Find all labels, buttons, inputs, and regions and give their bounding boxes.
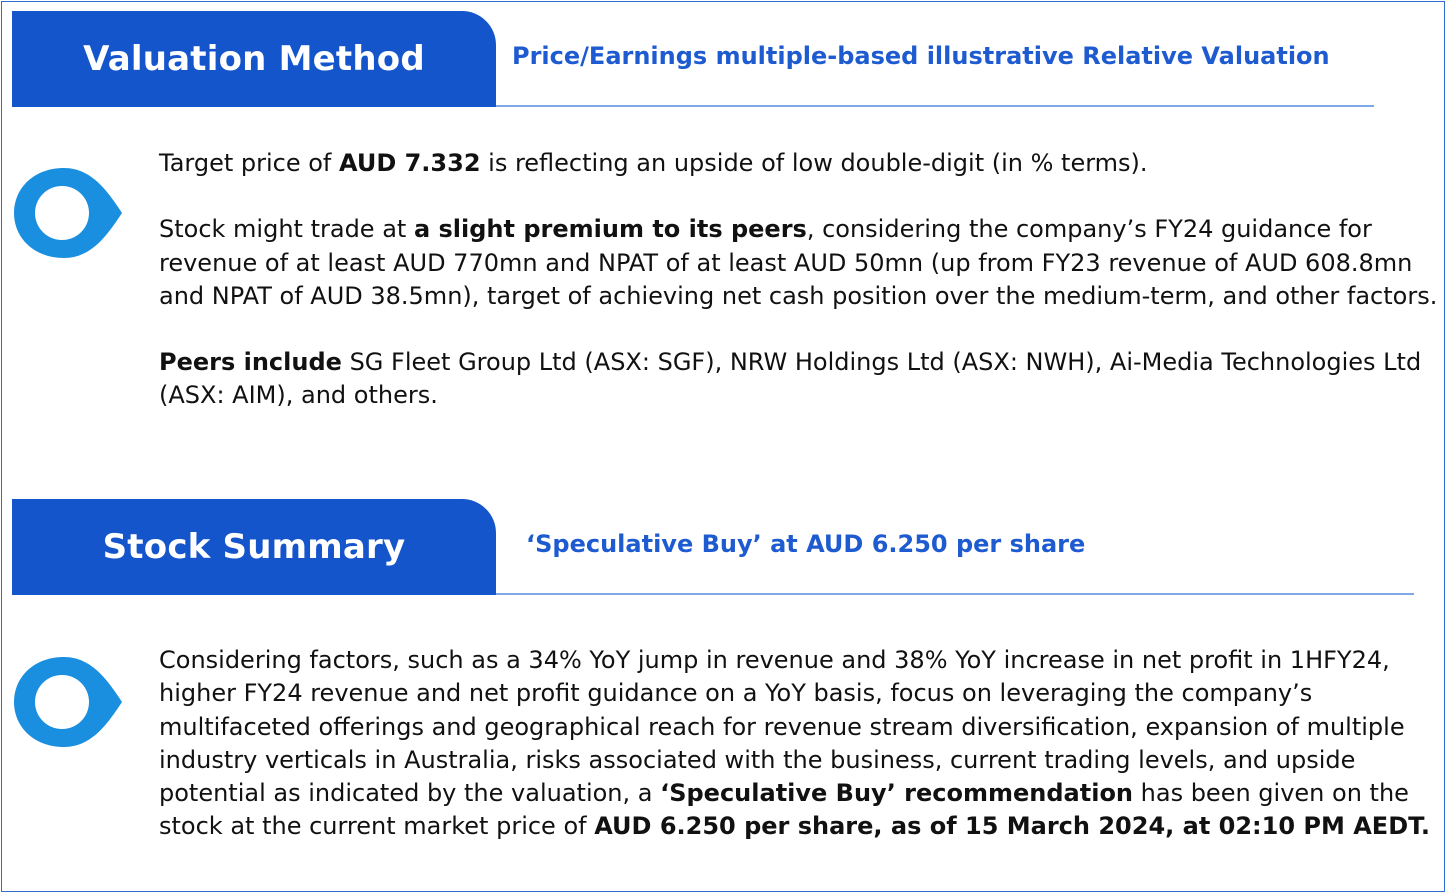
summary-body [159, 644, 1441, 844]
peers-label: Peers include [159, 348, 342, 377]
valuation-tab [12, 11, 496, 107]
summary-tab [12, 499, 496, 595]
summary-tab-label: Stock Summary [102, 527, 406, 567]
premium-highlight: a slight premium to its peers [413, 215, 807, 244]
recommendation-highlight: ‘Speculative Buy’ recommendation [660, 779, 1134, 808]
target-price-paragraph [159, 147, 1439, 180]
summary-divider [496, 593, 1414, 595]
premium-paragraph [159, 213, 1439, 313]
text: Stock might trade at [159, 215, 414, 244]
location-pin-bullet-icon [12, 168, 124, 258]
valuation-divider [496, 105, 1374, 107]
text: Considering factors, such as a 34% YoY jump in revenue and 38% YoY increase in net profit in 1HFY24, higher FY24 revenue and net profit guidance on a YoY basis, focus on leveraging the company’s multifaceted offerings and geographical reach for revenue stream diversification, expansion of multiple industry verticals in Australia, risks associated with the business, current trading levels, and upside potential as indicated by the valuation, a [159, 646, 1405, 808]
valuation-subtitle: Price/Earnings multiple-based illustrative Relative Valuation [512, 42, 1330, 70]
peers-paragraph [159, 346, 1439, 413]
valuation-body [159, 147, 1439, 413]
location-pin-bullet-icon [12, 657, 124, 747]
price-date-highlight: AUD 6.250 per share, as of 15 March 2024, at 02:10 PM AEDT. [594, 812, 1430, 841]
summary-subtitle: ‘Speculative Buy’ at AUD 6.250 per share [526, 530, 1086, 558]
peers-list: SG Fleet Group Ltd (ASX: SGF), NRW Holdings Ltd (ASX: NWH), Ai-Media Technologies Ltd (ASX: AIM), and others. [159, 348, 1422, 410]
text: , considering the company’s FY24 guidance for revenue of at least AUD 770mn and NPAT of at least AUD 50mn (up from FY23 revenue of AUD 608.8mn and NPAT of AUD 38.5mn), target of achieving net cash position over the medium-term, and other factors. [159, 215, 1438, 310]
recommendation-paragraph [159, 644, 1441, 844]
text: has been given on the stock at the current market price of [159, 779, 1409, 841]
valuation-tab-label: Valuation Method [83, 39, 425, 79]
text: Target price of [159, 149, 339, 177]
target-price-value: AUD 7.332 [339, 149, 481, 177]
text: is reflecting an upside of low double-digit (in % terms). [480, 149, 1148, 177]
